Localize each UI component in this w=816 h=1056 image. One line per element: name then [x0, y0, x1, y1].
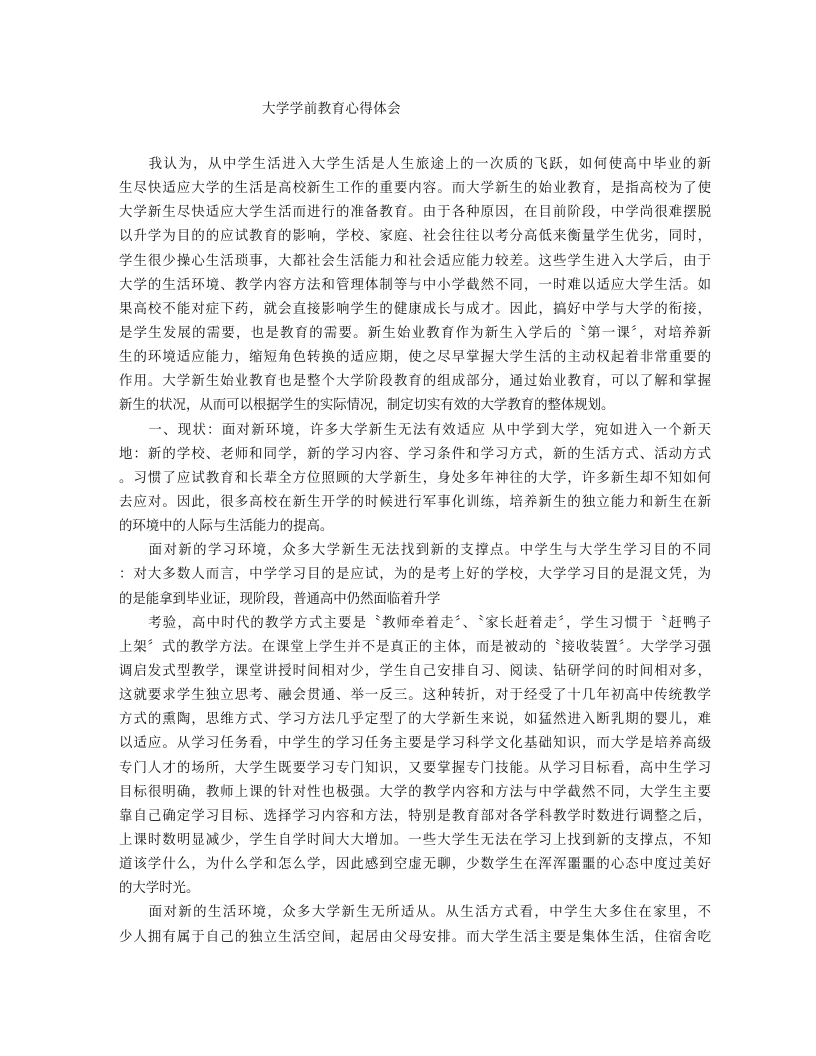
body-line: 面对新的学习环境，众多大学新生无法找到新的支撑点。中学生与大学生学习目的不同	[119, 543, 711, 559]
body-line: 新生的状况，从而可以根据学生的实际情况，制定切实有效的大学教育的整体规划。	[119, 398, 615, 414]
body-line: 调启发式型教学，课堂讲授时间相对少，学生自己安排自习、阅读、钻研学问的时间相对多，	[119, 663, 711, 679]
body-line: ：对大多数人而言，中学学习目的是应试，为的是考上好的学校，大学学习目的是混文凭，为	[119, 567, 711, 583]
body-line: 的是能拿到毕业证，现阶段，普通高中仍然面临着升学	[119, 591, 441, 607]
body-line: 少人拥有属于自己的独立生活空间，起居由父母安排。而大学生活主要是集体生活，住宿舍吃	[119, 929, 711, 945]
body-line: 的环境中的人际与生活能力的提高。	[119, 519, 334, 535]
body-line: 是学生发展的需要，也是教育的需要。新生始业教育作为新生入学后的〝第一课〞，对培养新	[119, 325, 711, 341]
body-line: 生尽快适应大学的生活是高校新生工作的重要内容。而大学新生的始业教育，是指高校为了使	[119, 181, 711, 197]
body-line: 学生很少操心生活琐事，大都社会生活能力和社会适应能力较差。这些学生进入大学后，由于	[119, 253, 711, 269]
body-line: 生的环境适应能力，缩短角色转换的适应期，使之尽早掌握大学生活的主动权起着非常重要的	[119, 350, 711, 366]
body-line: 道该学什么，为什么学和怎么学，因此感到空虚无聊，少数学生在浑浑噩噩的心态中度过美好	[119, 857, 711, 873]
body-line: 以升学为目的的应试教育的影响，学校、家庭、社会往往以考分高低来衡量学生优劣，同时，	[119, 229, 711, 245]
body-line: 果高校不能对症下药，就会直接影响学生的健康成长与成才。因此，搞好中学与大学的衔接，	[119, 301, 711, 317]
document-body	[119, 153, 711, 950]
body-line: 专门人才的场所，大学生既要学习专门知识，又要掌握专门技能。从学习目标看，高中生学习	[119, 760, 711, 776]
body-line: 以适应。从学习任务看，中学生的学习任务主要是学习科学文化基础知识，而大学是培养高级	[119, 736, 711, 752]
body-line: 我认为，从中学生活进入大学生活是人生旅途上的一次质的飞跃，如何使高中毕业的新	[119, 157, 711, 172]
body-line: 考验，高中时代的教学方式主要是〝教师牵着走〞、〝家长赶着走〞，学生习惯于〝赶鸭子	[119, 615, 711, 631]
body-line: 这就要求学生独立思考、融会贯通、举一反三。这种转折，对于经受了十几年初高中传统教学	[119, 688, 711, 704]
body-line: 方式的熏陶，思维方式、学习方法几乎定型了的大学新生来说，如猛然进入断乳期的婴儿，难	[119, 712, 711, 728]
body-line: 靠自己确定学习目标、选择学习内容和方法，特别是教育部对各学科教学时数进行调整之后，	[119, 808, 711, 824]
body-line: 一、现状：面对新环境，许多大学新生无法有效适应 从中学到大学，宛如进入一个新天	[119, 422, 711, 438]
body-line: 上课时数明显减少，学生自学时间大大增加。一些大学生无法在学习上找到新的支撑点，不知	[119, 832, 711, 848]
body-line: 的大学时光。	[119, 881, 200, 897]
document-title: 大学学前教育心得体会	[262, 101, 401, 117]
body-line: 面对新的生活环境，众多大学新生无所适从。从生活方式看，中学生大多住在家里，不	[119, 905, 711, 921]
body-line: 上架〞式的教学方法。在课堂上学生并不是真正的主体，而是被动的〝接收装置〞。大学学习强	[119, 639, 711, 655]
body-line: 作用。大学新生始业教育也是整个大学阶段教育的组成部分，通过始业教育，可以了解和掌握	[119, 374, 711, 390]
body-line: 目标很明确，教师上课的针对性也极强。大学的教学内容和方法与中学截然不同，大学生主要	[119, 784, 711, 800]
body-line: 大学的生活环境、教学内容方法和管理体制等与中小学截然不同，一时难以适应大学生活。如	[119, 277, 711, 293]
body-line: 大学新生尽快适应大学生活而进行的准备教育。由于各种原因，在目前阶段，中学尚很难摆脱	[119, 205, 711, 221]
body-line: 地：新的学校、老师和同学，新的学习内容、学习条件和学习方式，新的生活方式、活动方式	[119, 446, 711, 462]
body-line: 。习惯了应试教育和长辈全方位照顾的大学新生，身处多年神往的大学，许多新生却不知如何	[119, 470, 711, 486]
body-line: 去应对。因此，很多高校在新生开学的时候进行军事化训练，培养新生的独立能力和新生在新	[119, 494, 711, 510]
